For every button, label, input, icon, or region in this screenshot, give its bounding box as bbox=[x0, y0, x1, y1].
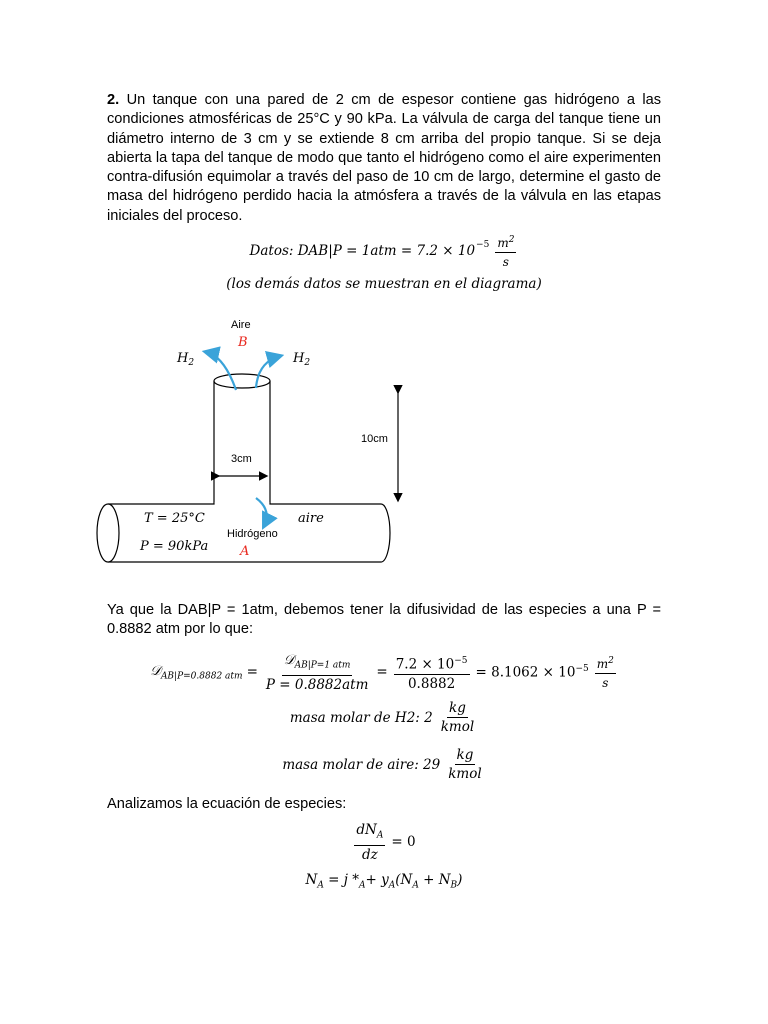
datos-note: (los demás datos se muestran en el diagrama) bbox=[226, 276, 542, 292]
flux-equation: $N_A = j$ $*_A+ y_A(N_A + N_B)$ bbox=[305, 872, 463, 891]
aire-label: Aire bbox=[231, 319, 251, 331]
eq1-frac-1: $\frac{𝒟_{AB|P=1 atm}}{\text{P = 0.8882atm}}$ bbox=[265, 652, 369, 693]
hidrogeno-label: Hidrógeno bbox=[227, 528, 278, 540]
intro-paragraph bbox=[107, 601, 661, 640]
aire-flow-label: aire bbox=[298, 511, 324, 526]
diameter-label: 3cm bbox=[231, 453, 252, 465]
temp-label: T = 25°C bbox=[144, 511, 205, 526]
b-label: B bbox=[238, 335, 248, 350]
pressure-label: P = 90kPa bbox=[140, 539, 209, 554]
height-dimension bbox=[361, 392, 398, 500]
eq1-frac-2: $\frac{7.2 \times 10^{-5}}{0.8882}$ bbox=[394, 653, 470, 692]
valve-pipe bbox=[214, 374, 270, 506]
datos-label: Datos: DAB|P = 1atm = 7.2 × 10 bbox=[249, 243, 476, 259]
problem-statement bbox=[107, 91, 661, 226]
problem-text: Un tanque con una pared de 2 cm de espesor contiene gas hidrógeno a las condiciones atmosféricas de 25°C y 90 kPa. La válvula de carga del tanque tiene un diámetro interno de 3 cm y se extiende 8 cm arriba del propio tanque. Si se deja abierta la tapa del tanque de modo que tanto el hidrógeno como el aire experimenten contra-difusión equimolar a través del paso de 10 cm de largo, determine el gasto de masa del hidrógeno perdido hacia la atmósfera a través de la válvula en las etapas iniciales del proceso. bbox=[107, 92, 661, 224]
datos-equation bbox=[0, 232, 768, 270]
molar-mass-aire: masa molar de aire: 29 $\frac{kg}{\text{kmol}}$ bbox=[282, 747, 482, 782]
species-equation: $\frac{dN_A}{dz}$ = 0 bbox=[356, 822, 416, 863]
intro-line-1: Ya que la DAB|P = 1atm, debemos tener la difusividad de las especies a una P = bbox=[107, 602, 661, 618]
molar-mass-h2: masa molar de H2: 2 $\frac{kg}{\text{kmol}}$ bbox=[289, 700, 475, 735]
tank-diagram bbox=[0, 310, 768, 610]
diameter-dimension bbox=[218, 453, 266, 476]
h2-left-label: $H_2$ bbox=[177, 351, 195, 368]
height-label: 10cm bbox=[361, 433, 388, 445]
diffusivity-equation: 𝒟$_{AB|P=0.8882 atm}$ = $\frac{𝒟_{AB|P=1 atm}}{\text{P = 0.8882atm}}$ = $\frac{7.2 \times 10^{-5}}{0.8882}$ = $8.1062 \times 10^{-5}$ $\frac{m^2}{s}$ bbox=[150, 652, 614, 693]
datos-exp: −5 bbox=[476, 240, 490, 250]
analysis-text: Analizamos la ecuación de especies: bbox=[107, 796, 347, 812]
a-label: A bbox=[240, 544, 250, 559]
eq1-unit: $\frac{m^2}{s}$ bbox=[595, 653, 616, 691]
h2-right-label: $H_2$ bbox=[293, 351, 311, 368]
intro-line-2: 0.8882 atm por lo que: bbox=[107, 621, 254, 638]
eq1-lhs: 𝒟$_{AB|P=0.8882 atm}$ bbox=[150, 663, 243, 682]
datos-unit: $\frac{m^2}{s}$ bbox=[495, 232, 516, 270]
problem-number: 2. bbox=[107, 92, 120, 108]
eq1-result: = $8.1062 \times 10^{-5}$ bbox=[475, 664, 589, 681]
